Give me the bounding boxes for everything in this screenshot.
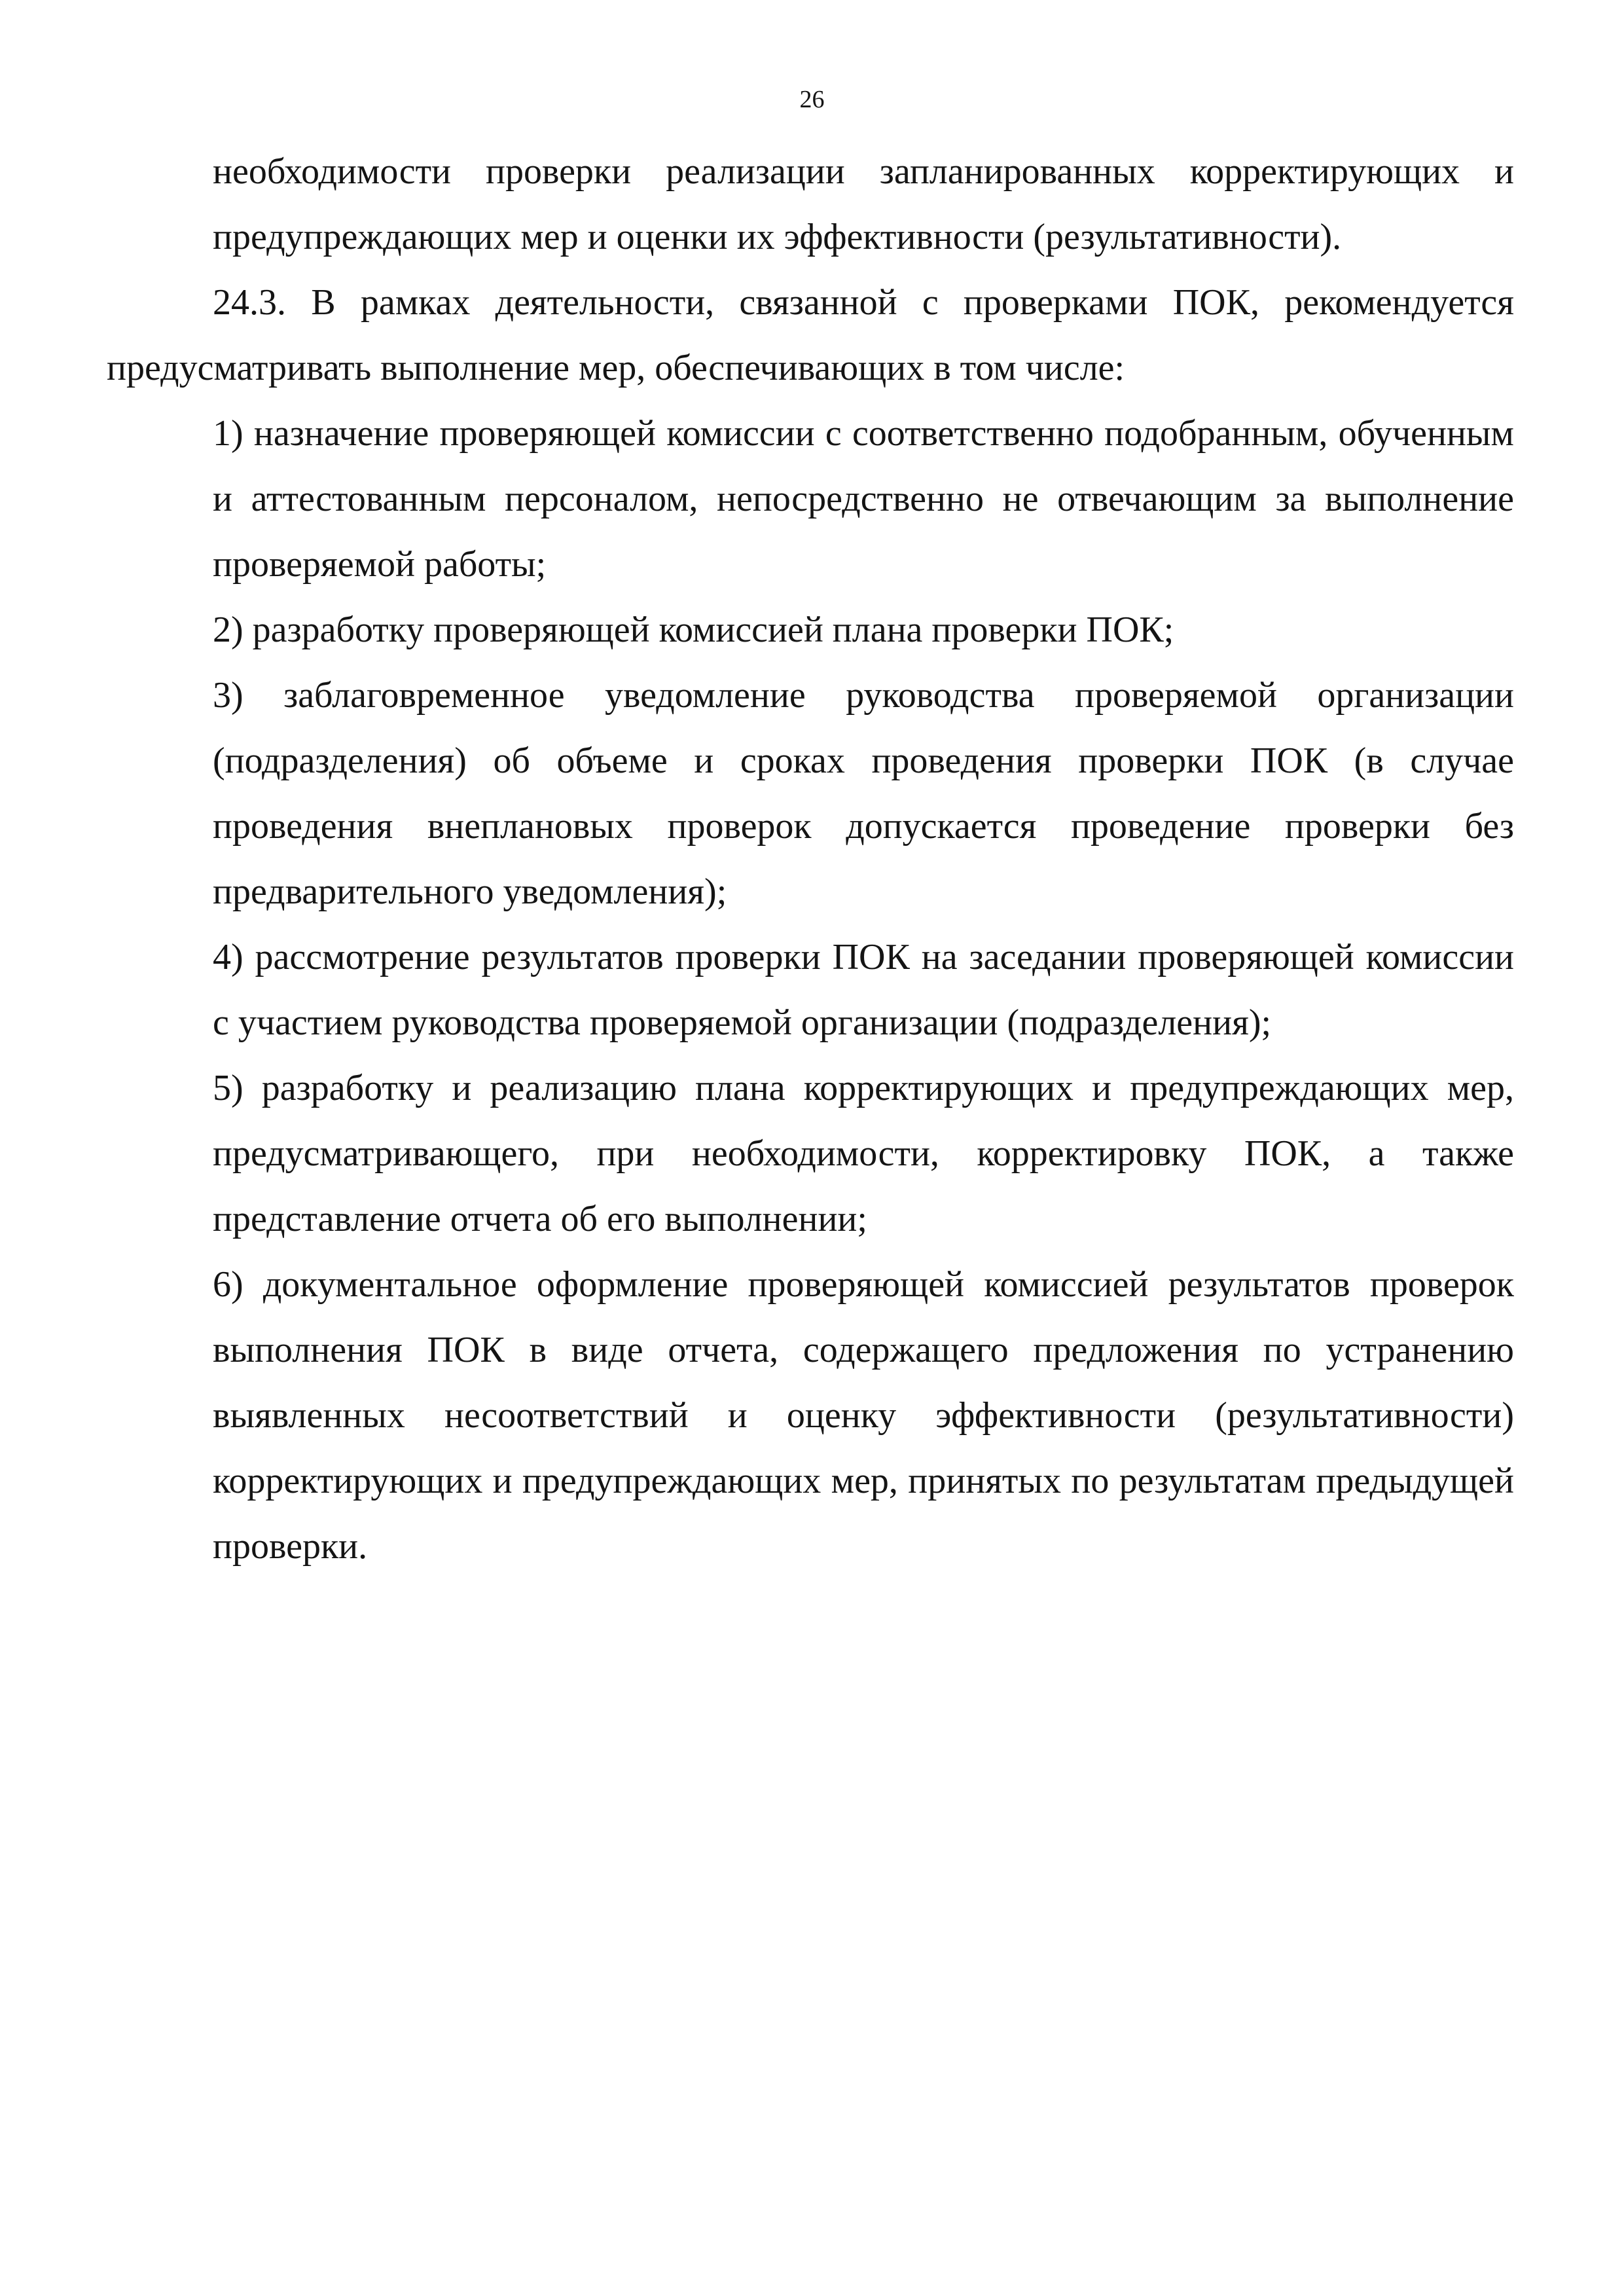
- document-body: [107, 139, 1514, 1579]
- list-item-3: 3) заблаговременное уведомление руководства проверяемой организации (подразделения) об объеме и сроках проведения проверки ПОК (в случае проведения внеплановых проверок допускается проведение проверки без предварительного уведомления);: [213, 675, 1514, 912]
- list-item-1: 1) назначение проверяющей комиссии с соответственно подобранным, обученным и аттестованным персоналом, непосредственно не отвечающим за выполнение проверяемой работы;: [213, 413, 1514, 585]
- list-item-5: 5) разработку и реализацию плана корректирующих и предупреждающих мер, предусматривающего, при необходимости, корректировку ПОК, а также представление отчета об его выполнении;: [213, 1068, 1514, 1239]
- list-item-6: 6) документальное оформление проверяющей комиссией результатов проверок выполнения ПОК в виде отчета, содержащего предложения по устранению выявленных несоответствий и оценку эффективности (результативности) корректирующих и предупреждающих мер, принятых по результатам предыдущей проверки.: [213, 1264, 1514, 1567]
- paragraph-24-3: 24.3. В рамках деятельности, связанной с проверками ПОК, рекомендуется предусматривать выполнение мер, обеспечивающих в том числе:: [107, 282, 1514, 388]
- list-item-2: 2) разработку проверяющей комиссией плана проверки ПОК;: [213, 610, 1174, 650]
- list-item-4: 4) рассмотрение результатов проверки ПОК на заседании проверяющей комиссии с участием руководства проверяемой организации (подразделения);: [213, 937, 1514, 1043]
- paragraph-continuation: необходимости проверки реализации запланированных корректирующих и предупреждающих мер и оценки их эффективности (результативности).: [213, 151, 1514, 257]
- page-number: 26: [799, 86, 825, 113]
